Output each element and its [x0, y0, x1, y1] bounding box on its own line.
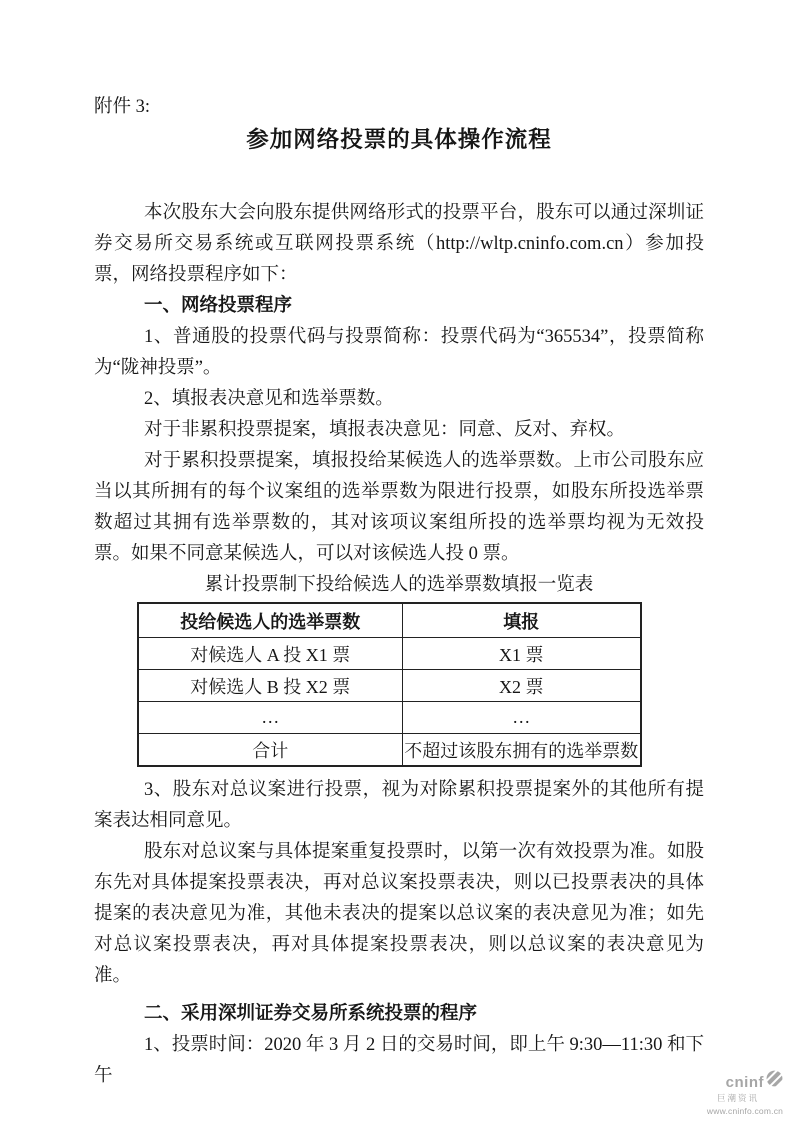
table-caption: 累计投票制下投给候选人的选举票数填报一览表	[204, 575, 594, 595]
section2-heading: 二、采用深圳证券交易所系统投票的程序	[144, 1004, 478, 1024]
section2-paragraph-1: 1、投票时间：2020 年 3 月 2 日的交易时间，即上午 9:30—11:30 和下午	[94, 1035, 704, 1086]
section1-paragraph-1: 1、普通股的投票代码与投票简称：投票代码为“365534”，投票简称为“陇神投票”。	[94, 327, 704, 378]
section1-paragraph-2: 2、填报表决意见和选举票数。	[144, 389, 394, 409]
cninfo-swirl-icon	[765, 1069, 784, 1093]
cninfo-url: www.cninfo.com.cn	[706, 1106, 784, 1116]
section1-paragraph-5: 3、股东对总议案进行投票，视为对除累积投票提案外的其他所有提案表达相同意见。	[94, 780, 704, 831]
section1-paragraph-3: 对于非累积投票提案，填报表决意见：同意、反对、弃权。	[144, 420, 626, 440]
cninfo-chinese-name: 巨潮资讯	[716, 1093, 759, 1103]
table-row	[138, 734, 641, 767]
table-cell: …	[402, 702, 641, 734]
table-row	[138, 670, 641, 702]
table-cell: 合计	[138, 734, 402, 767]
table-cell: X1 票	[402, 638, 641, 670]
document-content	[94, 92, 704, 1092]
vote-fill-table	[137, 602, 642, 767]
table-header-row	[138, 603, 641, 638]
table-cell: …	[138, 702, 402, 734]
section1-heading: 一、网络投票程序	[144, 296, 293, 316]
table-header-votes: 投给候选人的选举票数	[138, 603, 402, 638]
cninfo-logo	[706, 1072, 784, 1116]
table-header-fill: 填报	[402, 603, 641, 638]
section1-paragraph-6: 股东对总议案与具体提案重复投票时，以第一次有效投票为准。如股东先对具体提案投票表决，再对总议案投票表决，则以已投票表决的具体提案的表决意见为准，其他未表决的提案以总议案的表决意见为准；如先对总议案投票表决，再对具体提案投票表决，则以总议案的表决意见为准。	[94, 842, 704, 986]
page-title: 参加网络投票的具体操作流程	[246, 127, 552, 152]
table-cell: 对候选人 A 投 X1 票	[138, 638, 402, 670]
attachment-label: 附件 3:	[94, 97, 151, 117]
intro-paragraph: 本次股东大会向股东提供网络形式的投票平台，股东可以通过深圳证券交易所交易系统或互联网投票系统（http://wltp.cninfo.com.cn）参加投票，网络投票程序如下：	[94, 203, 704, 285]
table-cell: X2 票	[402, 670, 641, 702]
section1-paragraph-4: 对于累积投票提案，填报投给某候选人的选举票数。上市公司股东应当以其所拥有的每个议案组的选举票数为限进行投票，如股东所投选举票数超过其拥有选举票数的，其对该项议案组所投的选举票均视为无效投票。如果不同意某候选人，可以对该候选人投 0 票。	[94, 451, 704, 564]
table-row	[138, 638, 641, 670]
cninfo-logo-row	[706, 1072, 784, 1092]
table-cell: 不超过该股东拥有的选举票数	[402, 734, 641, 767]
table-row	[138, 702, 641, 734]
cninfo-brand-text: cninf	[725, 1073, 764, 1091]
table-cell: 对候选人 B 投 X2 票	[138, 670, 402, 702]
